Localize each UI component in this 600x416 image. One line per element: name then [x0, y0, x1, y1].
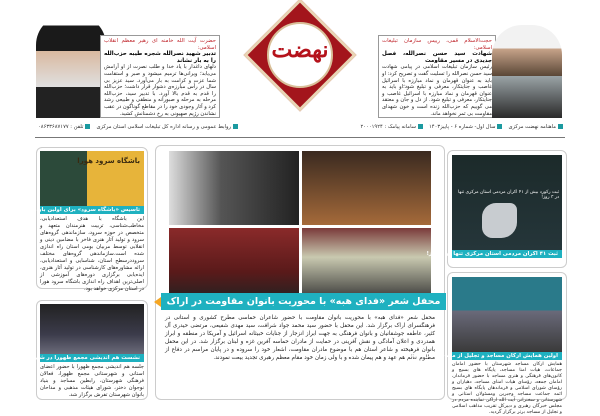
news-card-zohoora	[0, 300, 148, 400]
publisher: روابط عمومی و رسانه اداره کل تبلیغات اسلامی استان مرکزی	[96, 124, 231, 130]
quote-body: رئیس سازمان تبلیغات اسلامی در پیامی شهادت سید حسن نصرالله را تسلیت گفت و تصریح کرد: او باید به عنوان قهرمان و نماد مبارزه با اسرائیل غاصب و جنایتکار، معرفی و تبلیغ شود؛او باید به عنوان قهرمان و نماد مبارزه با اسرائیل غاصب و جنایتکار، معرفی و تبلیغ شود. از دل و جان و معتقد می گوییم که حزب‌الله زنده است و خون شهدای مقاومت بی ثمر نخواهد ماند.	[382, 64, 492, 117]
photo-stage	[302, 228, 432, 302]
sms-number: سامانه پیامک : ۲۰۰۰۱۹۲۴	[360, 124, 417, 130]
news-card-mosques	[403, 272, 567, 415]
news-card-screenings	[426, 150, 567, 268]
caption: ثبت ۴۱ اکران مردمی استان مرکزی تنها در ۳ روز!	[452, 250, 562, 258]
phone: تلفن : ۰۸۶۳۳۶۸۷۱۷۷	[38, 124, 84, 130]
infographic-image: ثبت رکورد بیش از ۴۱ اکران مردمی استان مرکزی تنها در ۳ روز!	[452, 155, 562, 250]
quote-body: دلهای داغدار با یاد خدا و طلب نصرت از او آرامش می‌یابد؛ ویرانی‌ها ترمیم میشود و صبر و استقامت شما عزت و کرامت به بار می‌آورد. سید عزیز بی سال در رأس مبارزه‌ی دشوار قرار داشت؛ حزب‌الله را قدم به قدم بالا آورد. با تدبیر سید، حزب‌الله مرحله به مرحله و صبورانه و منطقی و طبیعی رشد کرد و آثار وجودی خود را در مقاطع گوناگون در عقب نشاندن رژیم صهیونی به رخ دشمنانش کشید.	[104, 64, 216, 117]
cleric-photo	[492, 25, 562, 118]
news-card-choir-club	[13, 147, 148, 292]
info-bar-right	[361, 124, 564, 130]
photo-grid	[161, 151, 439, 301]
quote-headline: شهادت سید حسن نصرالله، فصل جدیدی در مسیر مقاومت	[382, 51, 492, 64]
main-article	[155, 145, 445, 400]
publication-name: ماهنامه نهضت مرکزی	[508, 124, 556, 130]
arrow-icon	[154, 297, 161, 307]
photo-speakers	[169, 151, 299, 225]
leader-photo	[36, 15, 106, 118]
left-quote-box	[100, 35, 220, 118]
photo-audience	[302, 151, 432, 225]
caption: نشست هم اندیشی مجمع ظهورا در شهرستان تفرش	[40, 354, 144, 362]
right-quote-box	[378, 35, 496, 118]
meeting-image	[40, 304, 144, 354]
caption: تاسیس «باشگاه سرود» برای اولین بار در کشور	[40, 206, 144, 214]
logo	[245, 5, 355, 130]
logo-text: نهضت	[271, 37, 329, 63]
quote-author: حجت‌الاسلام قمی، رییس سازمان تبلیغات اسلامی:	[382, 38, 492, 51]
map-graphic	[482, 203, 517, 238]
divider	[35, 137, 565, 138]
caption: اولین همایش ارکان مساجد و تجلیل از مساجد برتر کمیجان	[452, 352, 562, 360]
article-body: این باشگاه با هدف استعدادیابی، مخاطب‌شناسی، تربیت هنرمندان متعهد و متخصص در حوزه سرود، سازماندهی گروه‌های سرود و تولید آثار هنری فاخر با مضامین دینی و انقلابی توسط مربیان بومی استان راه اندازی شده است.سازماندهی گروه‌های مختلف سرود‌درسطح استان، شناسایی و استعدادیابی، ارائه مشاوره‌های کارشناسی در تولید آثار هنری، ایده‌یابی برگزاری دوره‌های آموزشی از اصلی‌ترین اهداف راه اندازی باشگاه سرود هورا در استان مرکزی خواهد بود.	[40, 216, 144, 292]
quote-author: حضرت آیت الله خامنه ای رهبر معظم انقلاب اسلامی:	[104, 38, 216, 51]
group-photo	[452, 277, 562, 352]
article-body: همایش ارکان مساجد شهرستان با حضور امامان جماعات، هیات امنا مساجد، پایگاه های بسیج و کانون‌های فرهنگی و هنری مساجد با حضور فرماندار، امامان جمعه، رؤسای هیات امنای مساجد، دهیاران و رؤسای شورای اسلامی و فرماندهان پایگاه های بسیج ائمه جماعت مساجد وجبرین ومسئولان استانی و شهرستانی و سخنرانی آیت الله اراکی نماینده مردم در مجلس خبرگان رهبری و دبیرکل تقریب مذاهب اسلامی و تجلیل از مساجد برتر برگزار گردید.	[452, 362, 562, 415]
main-headline: محفل شعر «فدای هبه» با محوریت بانوان مقاومت در اراک	[161, 293, 447, 310]
article-body: جلسه هم اندیشی مجمع ظهورا با حضور اعضای استانی و شهرستانی مجمع ظهورا، فعالان فرهنگی شهرستان، رابطین مساجد و بنیاد نوجوان دختر، شورای هیئات مذهبی و مداحان بانوان شهرستان تفرش برگزار شد.	[40, 364, 144, 398]
choir-club-image: باشگاه سرود هورا	[40, 151, 144, 206]
issue-number: سال اول- شماره ۶ - پاییز۱۴۰۳	[429, 124, 496, 130]
main-article-body: محفل شعر «فدای هبه» با محوریت بانوان مقاومت با حضور شاعران حماسی مطرح کشوری و استانی در فرهنگسرای اراک برگزار شد. این محفل با حضور سید محمد جواد شرافت، سید مهدی شفیعی، مرتضی حیدری آل کثیر، عاطفه جوشقانیان و بانوان فرهنگی به جهت ابراز انزجار از جنایات خبیثانه اسرائیل و آمریکا در منطقه و ابراز همدردی و اعلان آمادگی و نقش آفرینی در حمایت از مادران حماسه آفرین غزه و لبنان برگزار شد. در این محفل بانوان فرهیخته و شاعر استان هم با موضوع مادران مقاومت، اشعار خود را سروده و در پایان مراسم در دفاع از مظلوم عالم هم عهد و هم پیمان شده و با ولی زمان خود مقام معظم رهبری تجدید بیعت نمودند.	[165, 315, 435, 361]
quote-headline: تدبیر شهید نصرالله شجره طیبه حزب‌الله را به بار نشاند	[104, 51, 216, 64]
photo-poetry	[169, 228, 299, 302]
info-bar-left	[38, 124, 238, 130]
